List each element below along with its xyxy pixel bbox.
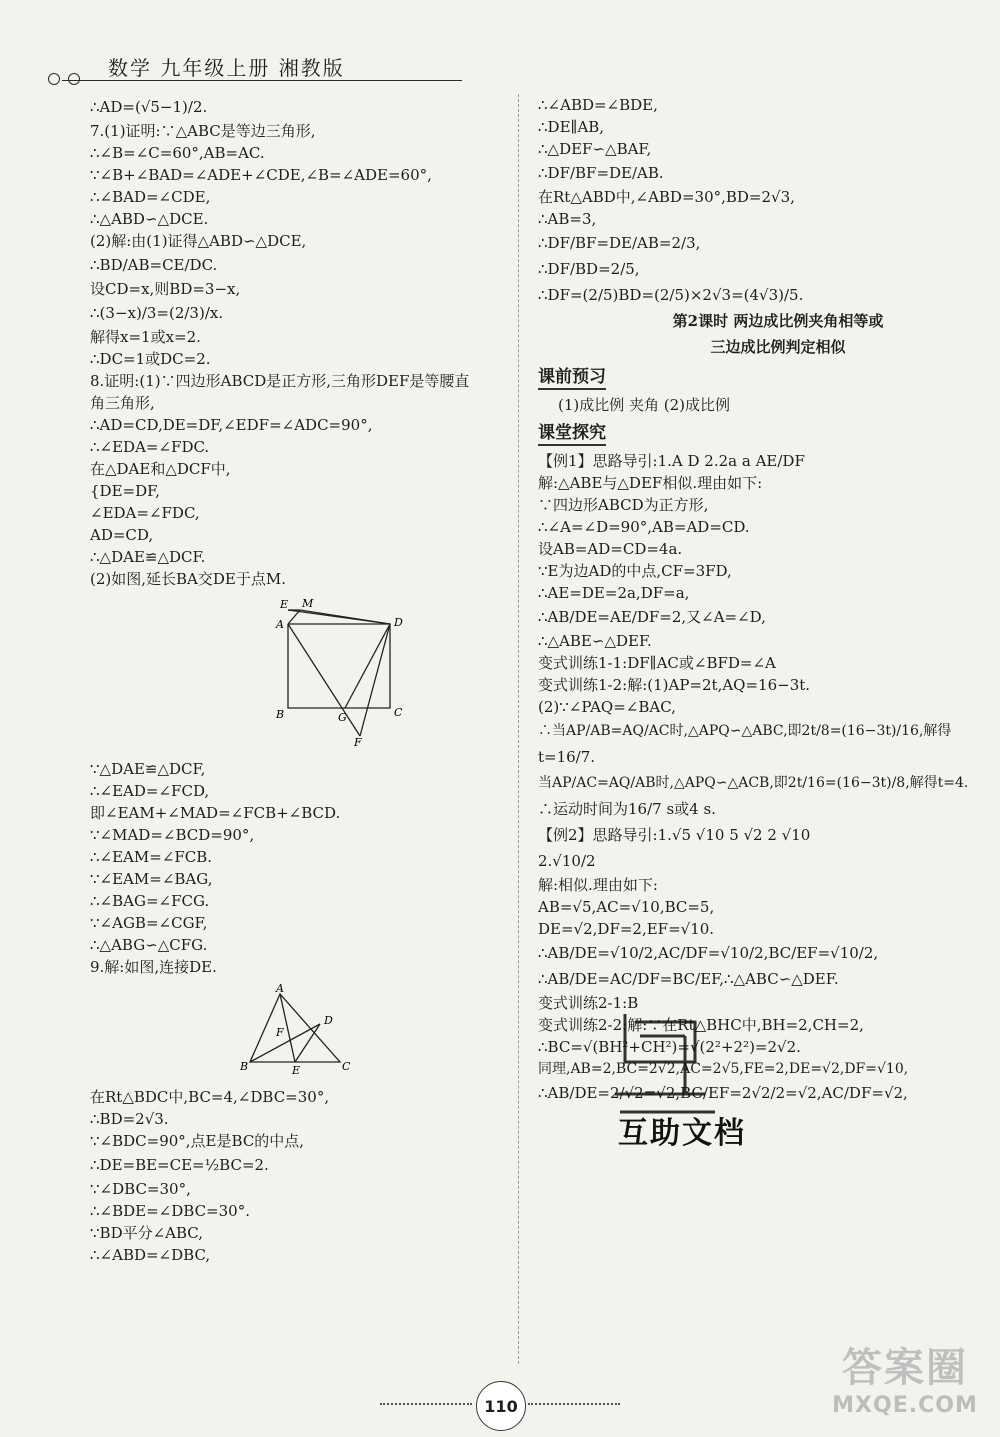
left-column: [90, 94, 500, 1266]
text-line: ∴△ABE∽△DEF.: [538, 632, 652, 650]
text-line: ∴DE=BE=CE=½BC=2.: [90, 1156, 269, 1174]
text-line: 当AP/AC=AQ/AB时,△APQ∽△ACB,即2t/16=(16−3t)/8,解得t=4.: [538, 775, 969, 791]
square-figure: [90, 596, 500, 752]
text-line: AB=√5,AC=√10,BC=5,: [538, 898, 715, 916]
text-line: ∴DF/BF=DE/AB.: [538, 164, 664, 182]
header-ornament-dot: [68, 73, 80, 85]
lesson-title-line-2: 三边成比例判定相似: [710, 338, 846, 356]
text-line: ∴DC=1或DC=2.: [90, 350, 211, 368]
figure-label: F: [276, 1026, 284, 1039]
left-text-block-1: [90, 94, 500, 590]
text-line: 变式训练2-1:B: [538, 994, 639, 1012]
text-line: ∴△DEF∽△BAF,: [538, 140, 652, 158]
right-column: [538, 94, 978, 1106]
text-line: 在△DAE和△DCF中,: [90, 460, 231, 478]
text-line: {DE=DF,: [90, 482, 160, 500]
text-line: 即∠EAM+∠MAD=∠FCB+∠BCD.: [90, 804, 341, 822]
text-line: 2.√10/2: [538, 852, 596, 870]
book-title: 数学 九年级上册 湘教版: [108, 56, 345, 80]
text-line: ∴DF/BD=2/5,: [538, 260, 640, 278]
text-line: ∵△DAE≌△DCF,: [90, 760, 206, 778]
text-line: ∴当AP/AB=AQ/AC时,△APQ∽△ABC,即2t/8=(16−3t)/16,解得: [538, 723, 952, 739]
text-line: t=16/7.: [538, 748, 596, 766]
figure-label: D: [324, 1014, 333, 1027]
triangle-figure: [90, 984, 500, 1080]
figure-label: M: [302, 597, 314, 610]
text-line: 9.解:如图,连接DE.: [90, 958, 217, 976]
column-divider: [518, 94, 519, 1364]
footer-dotted-line-right: [528, 1403, 620, 1405]
text-line: 变式训练1-2:解:(1)AP=2t,AQ=16−3t.: [538, 676, 811, 694]
text-line: 在Rt△ABD中,∠ABD=30°,BD=2√3,: [538, 188, 795, 206]
watermark-url: MXQE.COM: [832, 1393, 978, 1418]
text-line: ∠EDA=∠FDC,: [90, 504, 200, 522]
figure-label: B: [240, 1060, 249, 1073]
text-line: ∴AE=DE=2a,DF=a,: [538, 584, 690, 602]
figure-label: A: [276, 618, 284, 631]
text-line: ∴(3−x)/3=(2/3)/x.: [90, 304, 224, 322]
text-line: ∴∠BAD=∠CDE,: [90, 188, 211, 206]
text-line: ∴∠A=∠D=90°,AB=AD=CD.: [538, 518, 750, 536]
text-line: ∴∠B=∠C=60°,AB=AC.: [90, 144, 265, 162]
section-heading-preview: 课前预习: [538, 364, 606, 390]
text-line: ∴运动时间为16/7 s或4 s.: [538, 800, 716, 818]
stamp-text: 互助文档: [618, 1116, 746, 1151]
text-line: (2)∵∠PAQ=∠BAC,: [538, 698, 676, 716]
text-line: ∴△DAE≌△DCF.: [90, 548, 206, 566]
text-line: ∴AB/DE=√10/2,AC/DF=√10/2,BC/EF=√10/2,: [538, 944, 879, 962]
text-line: ∴∠ABD=∠BDE,: [538, 96, 658, 114]
figure-label: G: [338, 711, 347, 724]
text-line: ∵∠BDC=90°,点E是BC的中点,: [90, 1132, 305, 1150]
header-rule: [62, 80, 462, 81]
text-line: 变式训练2-2:解:∵在Rt△BHC中,BH=2,CH=2,: [538, 1016, 864, 1034]
text-line: 7.(1)证明:∵△ABC是等边三角形,: [90, 122, 316, 140]
text-line: (2)解:由(1)证得△ABD∽△DCE,: [90, 232, 307, 250]
figure-label: A: [276, 984, 284, 995]
text-line: ∴△ABG∽△CFG.: [90, 936, 208, 954]
footer-dotted-line-left: [380, 1403, 472, 1405]
page-number: 110: [476, 1381, 526, 1431]
text-line: 设AB=AD=CD=4a.: [538, 540, 683, 558]
text-line: ∴AB/DE=AE/DF=2,又∠A=∠D,: [538, 608, 766, 626]
header-ornament-dot: [48, 73, 60, 85]
text-line: ∴DF/BF=DE/AB=2/3,: [538, 234, 701, 252]
text-line: ∴∠EAD=∠FCD,: [90, 782, 210, 800]
text-line: 变式训练1-1:DF∥AC或∠BFD=∠A: [538, 654, 776, 672]
figure-label: E: [292, 1064, 301, 1074]
text-line: AD=CD,: [90, 526, 154, 544]
text-line: 解:相似.理由如下:: [538, 876, 658, 894]
text-line: ∵∠AGB=∠CGF,: [90, 914, 208, 932]
text-line: ∴∠ABD=∠DBC,: [90, 1246, 211, 1264]
text-line: 【例2】思路导引:1.√5 √10 5 √2 2 √10: [538, 826, 811, 844]
watermark: [820, 1336, 990, 1431]
text-line: ∴AB=3,: [538, 210, 597, 228]
text-line: ∴BC=√(BH²+CH²)=√(2²+2²)=2√2.: [538, 1038, 801, 1056]
text-line: DE=√2,DF=2,EF=√10.: [538, 920, 715, 938]
text-line: ∵BD平分∠ABC,: [90, 1224, 204, 1242]
text-line: 解得x=1或x=2.: [90, 328, 201, 346]
text-line: ∵∠B+∠BAD=∠ADE+∠CDE,∠B=∠ADE=60°,: [90, 166, 432, 184]
text-line: 解:△ABE与△DEF相似.理由如下:: [538, 474, 763, 492]
text-line: 8.证明:(1)∵四边形ABCD是正方形,三角形DEF是等腰直: [90, 372, 470, 390]
watermark-logo: 答案圈: [842, 1345, 968, 1391]
text-line: ∴BD=2√3.: [90, 1110, 169, 1128]
text-line: 【例1】思路导引:1.A D 2.2a a AE/DF: [538, 452, 805, 470]
left-text-block-2: [90, 758, 500, 978]
figure-label: C: [342, 1060, 351, 1073]
text-line: 在Rt△BDC中,BC=4,∠DBC=30°,: [90, 1088, 330, 1106]
text-line: 同理,AB=2,BC=2√2,AC=2√5,FE=2,DE=√2,DF=√10,: [538, 1061, 909, 1077]
preview-answer: (1)成比例 夹角 (2)成比例: [558, 396, 731, 414]
text-line: ∵∠MAD=∠BCD=90°,: [90, 826, 255, 844]
text-line: ∵四边形ABCD为正方形,: [538, 496, 709, 514]
text-line: ∵∠DBC=30°,: [90, 1180, 191, 1198]
lesson-title-line-1: 第2课时 两边成比例夹角相等或: [672, 312, 884, 330]
text-line: 设CD=x,则BD=3−x,: [90, 280, 241, 298]
figure-label: B: [276, 708, 285, 721]
text-line: ∴DE∥AB,: [538, 118, 605, 136]
left-text-block-3: [90, 1086, 500, 1266]
text-line: ∴DF=(2/5)BD=(2/5)×2√3=(4√3)/5.: [538, 286, 804, 304]
right-text-block-1: [538, 94, 978, 308]
text-line: ∴AB/DE=2/√2=√2,BC/EF=2√2/2=√2,AC/DF=√2,: [538, 1084, 908, 1102]
text-line: ∴∠EAM=∠FCB.: [90, 848, 213, 866]
figure-label: C: [394, 706, 403, 719]
page-header: [0, 0, 1000, 90]
figure-label: D: [394, 616, 403, 629]
text-line: ∵∠EAM=∠BAG,: [90, 870, 213, 888]
text-line: ∴∠BDE=∠DBC=30°.: [90, 1202, 250, 1220]
text-line: 角三角形,: [90, 394, 155, 412]
figure-label: E: [280, 598, 289, 611]
text-line: ∴AD=CD,DE=DF,∠EDF=∠ADC=90°,: [90, 416, 373, 434]
text-line: ∵E为边AD的中点,CF=3FD,: [538, 562, 732, 580]
text-line: (2)如图,延长BA交DE于点M.: [90, 570, 286, 588]
text-line: ∴△ABD∽△DCE.: [90, 210, 209, 228]
text-line: ∴∠BAG=∠FCG.: [90, 892, 210, 910]
text-line: ∴∠EDA=∠FDC.: [90, 438, 210, 456]
text-line: ∴AD=(√5−1)/2.: [90, 98, 208, 116]
text-line: ∴BD/AB=CE/DC.: [90, 256, 218, 274]
section-heading-explore: 课堂探究: [538, 420, 606, 446]
figure-label: F: [354, 736, 362, 746]
text-line: ∴AB/DE=AC/DF=BC/EF,∴△ABC∽△DEF.: [538, 970, 839, 988]
